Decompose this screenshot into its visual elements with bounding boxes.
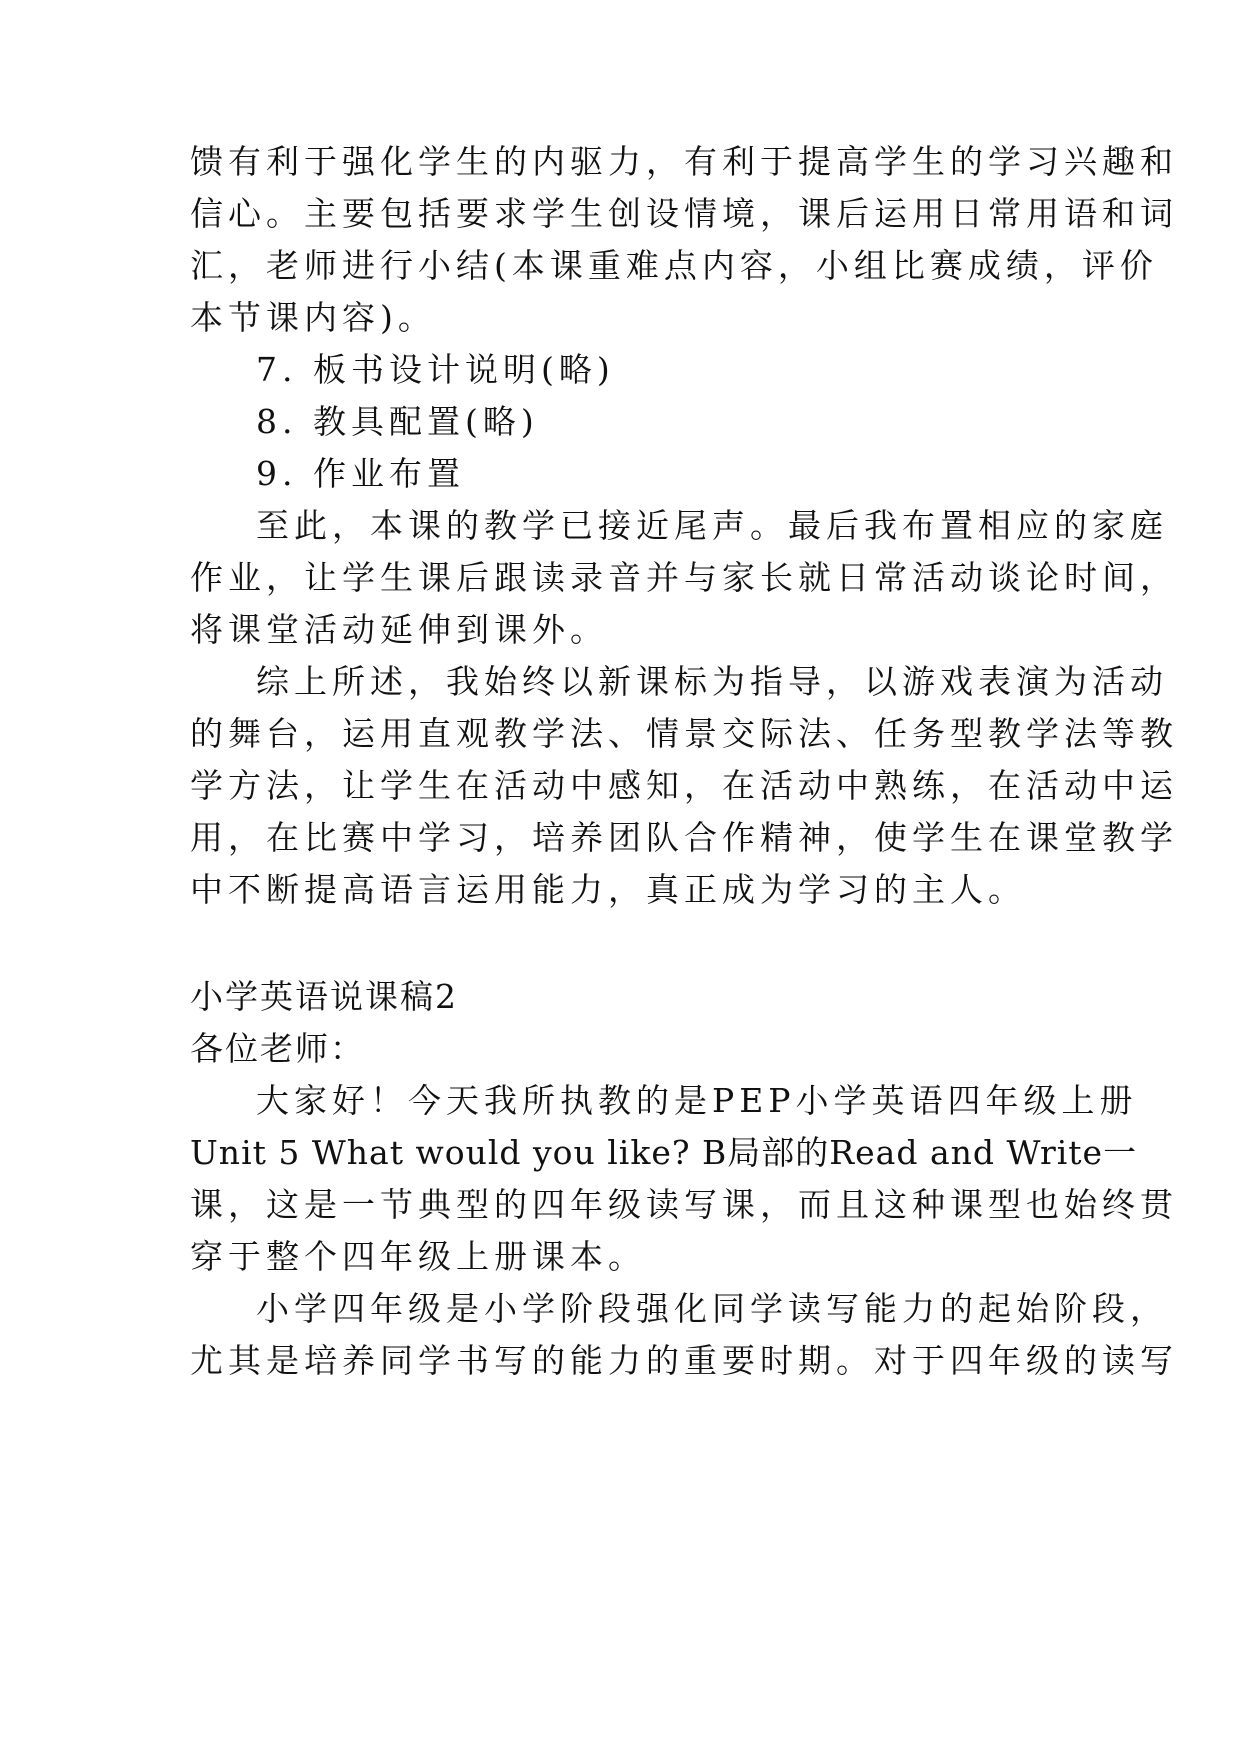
paragraph-grade4-line: 尤其是培养同学书写的能力的重要时期。对于四年级的读写 [190, 1341, 1178, 1380]
paragraph-intro-line: 大家好！今天我所执教的是PEP小学英语四年级上册 [256, 1081, 1138, 1120]
section-title: 小学英语说课稿2 [190, 977, 458, 1016]
paragraph-summary-line: 的舞台，运用直观教学法、情景交际法、任务型教学法等教 [190, 714, 1178, 753]
paragraph-intro-line: 穿于整个四年级上册课本。 [190, 1237, 646, 1276]
paragraph-summary-line: 综上所述，我始终以新课标为指导，以游戏表演为活动 [256, 662, 1168, 701]
paragraph-feedback-line: 汇，老师进行小结(本课重难点内容，小组比赛成绩，评价 [190, 246, 1158, 285]
paragraph-intro-line: Unit 5 What would you like? B局部的Read and Write一 [190, 1133, 1138, 1172]
paragraph-intro-line: 课，这是一节典型的四年级读写课，而且这种课型也始终贯 [190, 1185, 1178, 1224]
list-item-7: 7. 板书设计说明(略) [256, 350, 615, 389]
paragraph-summary-line: 中不断提高语言运用能力，真正成为学习的主人。 [190, 870, 1026, 909]
paragraph-feedback-line: 本节课内容)。 [190, 298, 436, 337]
greeting: 各位老师： [190, 1029, 365, 1068]
paragraph-feedback-line: 馈有利于强化学生的内驱力，有利于提高学生的学习兴趣和 [190, 142, 1178, 181]
paragraph-feedback-line: 信心。主要包括要求学生创设情境，课后运用日常用语和词 [190, 194, 1178, 233]
list-item-9: 9. 作业布置 [256, 454, 465, 493]
paragraph-grade4-line: 小学四年级是小学阶段强化同学读写能力的起始阶段， [256, 1289, 1168, 1328]
paragraph-summary-line: 学方法，让学生在活动中感知，在活动中熟练，在活动中运 [190, 766, 1178, 805]
paragraph-summary-line: 用，在比赛中学习，培养团队合作精神，使学生在课堂教学 [190, 818, 1178, 857]
paragraph-homework-line: 至此，本课的教学已接近尾声。最后我布置相应的家庭 [256, 506, 1168, 545]
paragraph-homework-line: 作业，让学生课后跟读录音并与家长就日常活动谈论时间， [190, 558, 1178, 597]
paragraph-homework-line: 将课堂活动延伸到课外。 [190, 610, 608, 649]
list-item-8: 8. 教具配置(略) [256, 402, 539, 441]
